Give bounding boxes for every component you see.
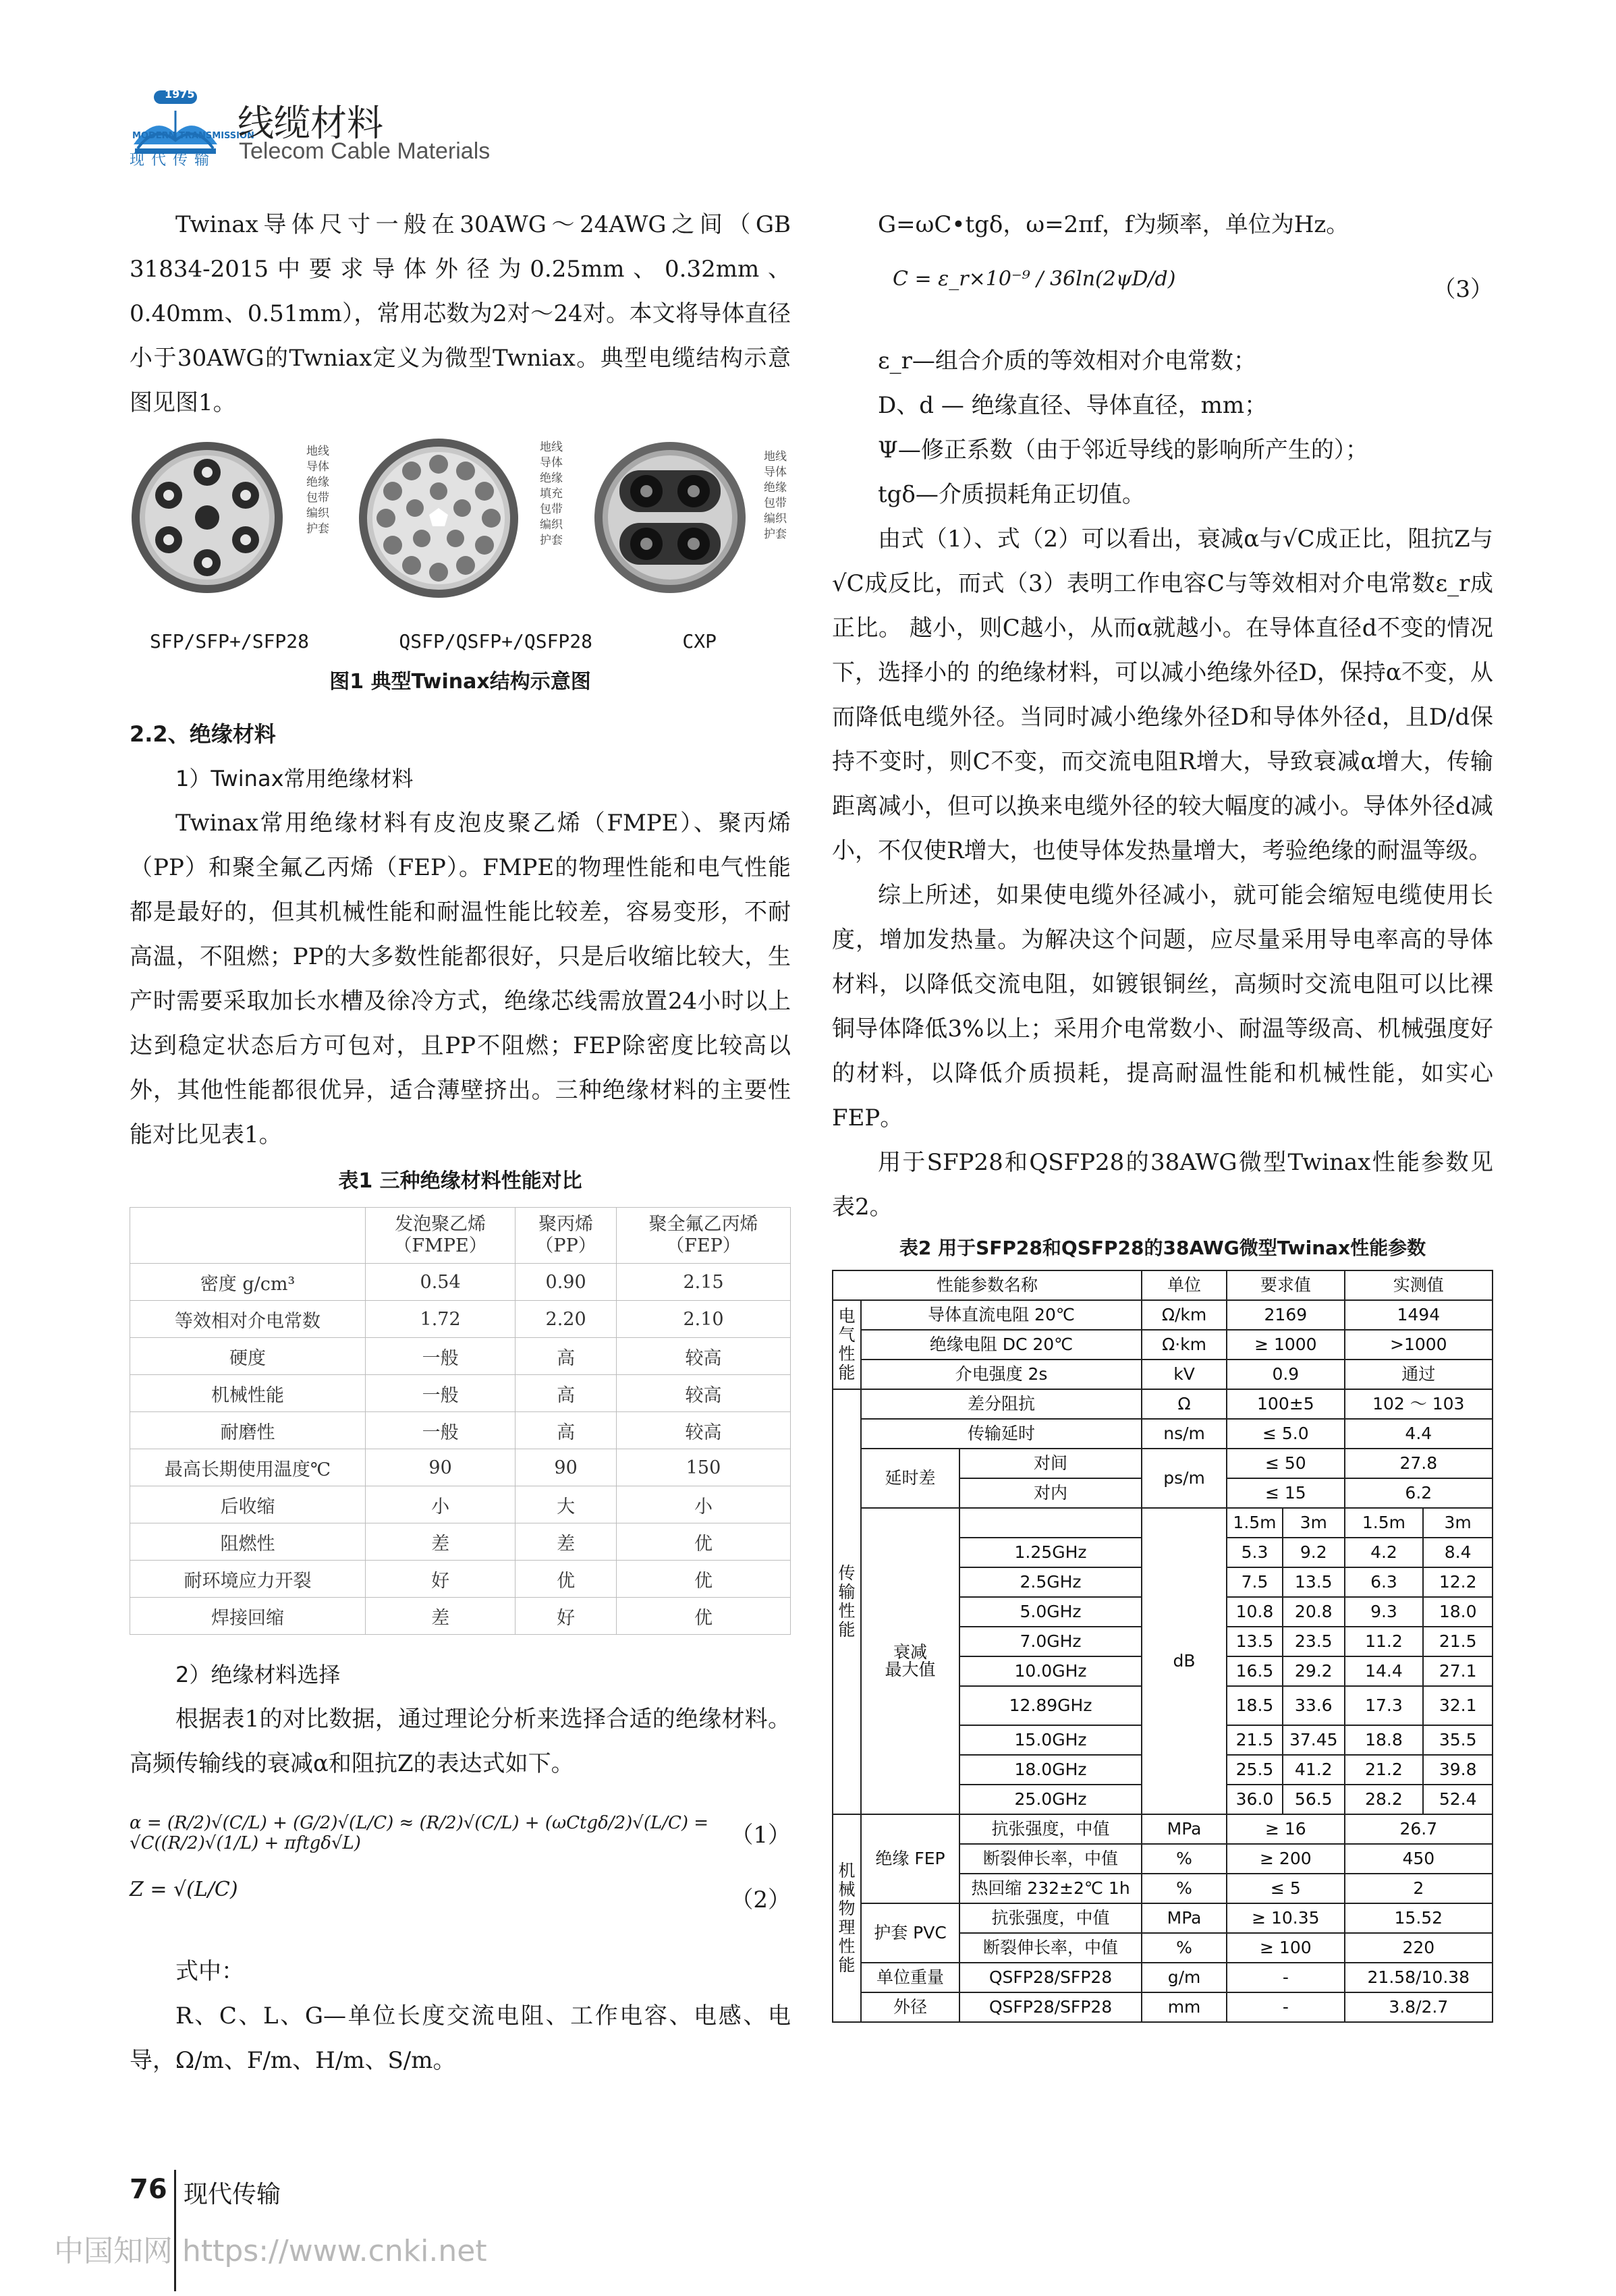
table-cell: 优 xyxy=(617,1598,791,1635)
table-cell: QSFP28/SFP28 xyxy=(959,1992,1142,2022)
figure-1 xyxy=(130,430,791,619)
table-cell: % xyxy=(1142,1844,1227,1874)
table-cell: 2.5GHz xyxy=(959,1567,1142,1597)
table-cell: 37.45 xyxy=(1283,1725,1345,1755)
table-cell: 护套 PVC xyxy=(861,1903,959,1963)
figure-names xyxy=(130,630,791,652)
section-title-cn: 线缆材料 xyxy=(238,102,383,144)
table-row xyxy=(130,1375,791,1412)
table-row xyxy=(833,1419,1493,1449)
table-cell: 220 xyxy=(1345,1933,1493,1963)
table-cell: 7.0GHz xyxy=(959,1627,1142,1656)
table-cell: 较高 xyxy=(617,1375,791,1412)
table-cell: % xyxy=(1142,1933,1227,1963)
table-cell: g/m xyxy=(1142,1963,1227,1992)
table-cell: 硬度 xyxy=(130,1338,366,1375)
equation-2-row xyxy=(130,1878,791,1922)
table-cell: dB xyxy=(1142,1508,1227,1814)
table-cell: 1.72 xyxy=(366,1301,516,1338)
table-cell: 好 xyxy=(366,1561,516,1598)
table-cell: 8.4 xyxy=(1423,1538,1493,1567)
table-cell: 39.8 xyxy=(1423,1755,1493,1785)
table-cell: 一般 xyxy=(366,1338,516,1375)
table-row xyxy=(833,1903,1493,1933)
table-cell: 绝缘 FEP xyxy=(861,1814,959,1903)
figure-labels-a: 地线 导体 绝缘 包带 编织 护套 xyxy=(306,445,329,536)
section-heading: 2.2、绝缘材料 xyxy=(130,721,276,747)
figure-labels-b: 地线 导体 绝缘 填充 包带 编织 护套 xyxy=(540,441,563,547)
table-cell: 一般 xyxy=(366,1375,516,1412)
table-cell: 41.2 xyxy=(1283,1755,1345,1785)
table-row xyxy=(130,1598,791,1635)
table-cell: 14.4 xyxy=(1345,1656,1424,1686)
subsection-heading: 1）Twinax常用绝缘材料 xyxy=(175,766,414,791)
table-cell: 9.2 xyxy=(1283,1538,1345,1567)
paragraph: 用于SFP28和QSFP28的38AWG微型Twinax性能参数见表2。 xyxy=(832,1149,1493,1221)
table-cell: 100±5 xyxy=(1227,1389,1345,1419)
table-cell: 20.8 xyxy=(1283,1597,1345,1627)
table-cell: 差 xyxy=(366,1598,516,1635)
table-cell: 6.3 xyxy=(1345,1567,1424,1597)
table-cell: 25.5 xyxy=(1227,1755,1283,1785)
table-cell: 传输延时 xyxy=(861,1419,1142,1449)
table-cell: 断裂伸长率，中值 xyxy=(959,1933,1142,1963)
table-cell: 单位重量 xyxy=(861,1963,959,1992)
table-cell: mm xyxy=(1142,1992,1227,2022)
table-2 xyxy=(832,1270,1493,2023)
table-cell: 10.8 xyxy=(1227,1597,1283,1627)
table-cell: 0.90 xyxy=(516,1264,617,1301)
table-cell: Ω xyxy=(1142,1389,1227,1419)
table-cell: 21.5 xyxy=(1227,1725,1283,1755)
table-cell: 绝缘电阻 DC 20℃ xyxy=(861,1330,1142,1360)
table-cell: 单位 xyxy=(1142,1270,1227,1300)
table-1-caption: 表1 三种绝缘材料性能对比 xyxy=(338,1169,582,1193)
paragraph: R、C、L、G—单位长度交流电阻、工作电容、电感、电导，Ω/m、F/m、H/m、S/m。 xyxy=(130,2003,791,2074)
table-cell: 13.5 xyxy=(1283,1567,1345,1597)
table-cell: 12.2 xyxy=(1423,1567,1493,1597)
equation-2: Z = √(L/C) xyxy=(130,1878,238,1901)
journal-name: 现代传输 xyxy=(184,2181,281,2208)
table-cell: 等效相对介电常数 xyxy=(130,1301,366,1338)
table-1 xyxy=(130,1207,791,1635)
table-cell: 通过 xyxy=(1345,1360,1493,1389)
table-cell: 28.2 xyxy=(1345,1785,1424,1814)
table-cell: 介电强度 2s xyxy=(861,1360,1142,1389)
table-row xyxy=(833,1508,1493,1538)
table-2-caption: 表2 用于SFP28和QSFP28的38AWG微型Twinax性能参数 xyxy=(899,1237,1426,1259)
table-cell: 阻燃性 xyxy=(130,1523,366,1561)
table-cell: 2 xyxy=(1345,1874,1493,1903)
table-cell: 延时差 xyxy=(861,1449,959,1508)
table-cell: 15.0GHz xyxy=(959,1725,1142,1755)
table-cell: 18.8 xyxy=(1345,1725,1424,1755)
table-row xyxy=(130,1523,791,1561)
table-cell: 35.5 xyxy=(1423,1725,1493,1755)
table-cell: 1.25GHz xyxy=(959,1538,1142,1567)
table-cell: 机械性能 xyxy=(130,1375,366,1412)
table-cell: ≤ 5.0 xyxy=(1227,1419,1345,1449)
table-cell: 衰减 最大值 xyxy=(861,1508,959,1814)
cxp-cable-cross-section xyxy=(592,440,748,595)
table-cell: 9.3 xyxy=(1345,1597,1424,1627)
table-cell: 外径 xyxy=(861,1992,959,2022)
table-cell: 要求值 xyxy=(1227,1270,1345,1300)
table-row xyxy=(833,1992,1493,2022)
table-cell: 聚丙烯 （PP） xyxy=(516,1208,617,1264)
table-cell: 优 xyxy=(617,1523,791,1561)
left-column xyxy=(130,202,791,2083)
table-cell: 18.0 xyxy=(1423,1597,1493,1627)
table-cell: 高 xyxy=(516,1412,617,1449)
table-cell: 抗张强度，中值 xyxy=(959,1814,1142,1844)
table-row xyxy=(833,1270,1493,1300)
paragraph: 式中： xyxy=(175,1958,244,1985)
paragraph: 根据表1的对比数据，通过理论分析来选择合适的绝缘材料。高频传输线的衰减α和阻抗Z的表达式如下。 xyxy=(130,1706,791,1777)
watermark: 中国知网 https://www.cnki.net xyxy=(54,2234,487,2268)
table-cell: 0.54 xyxy=(366,1264,516,1301)
table-cell: 对间 xyxy=(959,1449,1142,1478)
figure-name-c: CXP xyxy=(682,630,717,652)
table-cell: 25.0GHz xyxy=(959,1785,1142,1814)
table-cell: 断裂伸长率，中值 xyxy=(959,1844,1142,1874)
table-cell: 2.20 xyxy=(516,1301,617,1338)
equation-3-number: （3） xyxy=(1432,276,1493,303)
table-cell: 27.1 xyxy=(1423,1656,1493,1686)
equation-1: α = (R/2)√(C/L) + (G/2)√(L/C) ≈ (R/2)√(C/L) + (ωCtgδ/2)√(L/C) = √C((R/2)√(1/L) + πftgδ√L) xyxy=(130,1813,709,1853)
subsection-heading: 2）绝缘材料选择 xyxy=(175,1662,341,1687)
table-cell: ≤ 5 xyxy=(1227,1874,1345,1903)
sfp-cable-cross-section xyxy=(130,440,285,595)
table-row xyxy=(130,1264,791,1301)
table-cell: 18.5 xyxy=(1227,1686,1283,1725)
table-cell: 23.5 xyxy=(1283,1627,1345,1656)
table-cell: 对内 xyxy=(959,1478,1142,1508)
table-cell: 导体直流电阻 20℃ xyxy=(861,1300,1142,1330)
table-cell: 21.2 xyxy=(1345,1755,1424,1785)
table-cell: 21.58/10.38 xyxy=(1345,1963,1493,1992)
table-cell: 电气性能 xyxy=(833,1300,861,1389)
table-cell: 0.9 xyxy=(1227,1360,1345,1389)
logo-chinese: 现代传输 xyxy=(130,152,217,169)
equation-2-number: （2） xyxy=(730,1886,791,1913)
paragraph: Twinax导体尺寸一般在30AWG～24AWG之间（GB 31834-2015中要求导体外径为0.25mm、0.32mm、0.40mm、0.51mm），常用芯数为2对～24对。本文将导体直径小于30AWG的Twniax定义为微型Twniax。典型电缆结构示意图见图1。 xyxy=(130,211,791,416)
table-cell: 耐环境应力开裂 xyxy=(130,1561,366,1598)
table-cell: 高 xyxy=(516,1338,617,1375)
table-row xyxy=(833,1963,1493,1992)
table-cell: 1494 xyxy=(1345,1300,1493,1330)
table-row xyxy=(130,1412,791,1449)
table-cell: 较高 xyxy=(617,1338,791,1375)
table-cell: 150 xyxy=(617,1449,791,1486)
table-cell: 好 xyxy=(516,1598,617,1635)
table-cell: 32.1 xyxy=(1423,1686,1493,1725)
table-cell: 21.5 xyxy=(1423,1627,1493,1656)
table-cell: 17.3 xyxy=(1345,1686,1424,1725)
table-cell: 102 ～ 103 xyxy=(1345,1389,1493,1419)
table-cell: 高 xyxy=(516,1375,617,1412)
table-cell: 耐磨性 xyxy=(130,1412,366,1449)
table-cell: 29.2 xyxy=(1283,1656,1345,1686)
table-cell: 传输性能 xyxy=(833,1389,861,1814)
table-cell: 后收缩 xyxy=(130,1486,366,1523)
table-cell: 3m xyxy=(1423,1508,1493,1538)
table-row xyxy=(833,1449,1493,1478)
paragraph: G=ωC•tgδ，ω=2πf，f为频率，单位为Hz。 xyxy=(878,211,1349,238)
table-cell: 焊接回缩 xyxy=(130,1598,366,1635)
table-cell: QSFP28/SFP28 xyxy=(959,1963,1142,1992)
equation-3: C = ε_r×10⁻⁹ / 36ln(2ψD/d) xyxy=(893,267,1176,291)
table-cell: 12.89GHz xyxy=(959,1686,1142,1725)
table-cell: 90 xyxy=(366,1449,516,1486)
table-cell: ≤ 15 xyxy=(1227,1478,1345,1508)
qsfp-cable-cross-section xyxy=(358,437,520,599)
table-row xyxy=(130,1338,791,1375)
table-row xyxy=(130,1208,791,1264)
table-cell: 大 xyxy=(516,1486,617,1523)
table-cell: ≥ 200 xyxy=(1227,1844,1345,1874)
table-cell: 3.8/2.7 xyxy=(1345,1992,1493,2022)
figure-caption: 图1 典型Twinax结构示意图 xyxy=(329,670,591,694)
table-cell: 1.5m xyxy=(1227,1508,1283,1538)
table-cell: Ω/km xyxy=(1142,1300,1227,1330)
table-cell: 最高长期使用温度℃ xyxy=(130,1449,366,1486)
table-cell: 16.5 xyxy=(1227,1656,1283,1686)
logo-english: MODERN TRANSMISSION xyxy=(132,131,254,141)
table-cell: 26.7 xyxy=(1345,1814,1493,1844)
table-cell: Ω·km xyxy=(1142,1330,1227,1360)
table-cell: 36.0 xyxy=(1227,1785,1283,1814)
table-cell: MPa xyxy=(1142,1903,1227,1933)
paragraph: Twinax常用绝缘材料有皮泡皮聚乙烯（FMPE）、聚丙烯（PP）和聚全氟乙丙烯（FEP）。FMPE的物理性能和电气性能都是最好的，但其机械性能和耐温性能比较差，容易变形，不耐高温，不阻燃；PP的大多数性能都很好，只是后收缩比较大，生产时需要采取加长水槽及徐冷方式，绝缘芯线需放置24小时以上达到稳定状态后方可包对，且PP不阻燃；FEP除密度比较高以外，其他性能都很优异，适合薄壁挤出。三种绝缘材料的主要性能对比见表1。 xyxy=(130,810,791,1148)
table-cell: ≥ 100 xyxy=(1227,1933,1345,1963)
table-cell xyxy=(130,1208,366,1264)
table-cell: MPa xyxy=(1142,1814,1227,1844)
definition: Ψ—修正系数（由于邻近导线的影响所产生的）； xyxy=(878,437,1368,464)
table-cell: - xyxy=(1227,1992,1345,2022)
table-cell: 4.2 xyxy=(1345,1538,1424,1567)
table-cell: - xyxy=(1227,1963,1345,1992)
table-row xyxy=(130,1301,791,1338)
definition: ε_r—组合介质的等效相对介电常数； xyxy=(878,347,1256,374)
figure-name-b: QSFP/QSFP+/QSFP28 xyxy=(399,630,592,652)
table-cell: >1000 xyxy=(1345,1330,1493,1360)
table-cell: 2169 xyxy=(1227,1300,1345,1330)
table-cell: 13.5 xyxy=(1227,1627,1283,1656)
table-cell: 1.5m xyxy=(1345,1508,1424,1538)
table-cell: 7.5 xyxy=(1227,1567,1283,1597)
table-cell: 机械物理性能 xyxy=(833,1814,861,2022)
table-cell: ps/m xyxy=(1142,1449,1227,1508)
table-cell: 较高 xyxy=(617,1412,791,1449)
table-cell: 一般 xyxy=(366,1412,516,1449)
table-cell: ≥ 1000 xyxy=(1227,1330,1345,1360)
table-cell: 差 xyxy=(366,1523,516,1561)
table-cell: 2.10 xyxy=(617,1301,791,1338)
table-row xyxy=(130,1449,791,1486)
table-cell: 15.52 xyxy=(1345,1903,1493,1933)
section-title-en: Telecom Cable Materials xyxy=(239,138,491,164)
page-number: 76 xyxy=(130,2174,167,2205)
table-cell: 90 xyxy=(516,1449,617,1486)
equation-3-row xyxy=(832,267,1493,312)
table-cell xyxy=(959,1508,1142,1538)
table-cell: kV xyxy=(1142,1360,1227,1389)
table-row xyxy=(833,1300,1493,1330)
table-cell: ≥ 16 xyxy=(1227,1814,1345,1844)
table-cell: 11.2 xyxy=(1345,1627,1424,1656)
table-row xyxy=(833,1389,1493,1419)
table-cell: 450 xyxy=(1345,1844,1493,1874)
equation-1-number: （1） xyxy=(730,1822,791,1849)
table-cell: 33.6 xyxy=(1283,1686,1345,1725)
table-row xyxy=(833,1330,1493,1360)
table-cell: 密度 g/cm³ xyxy=(130,1264,366,1301)
table-cell: 优 xyxy=(516,1561,617,1598)
table-cell: 小 xyxy=(617,1486,791,1523)
table-cell: 性能参数名称 xyxy=(833,1270,1142,1300)
table-row xyxy=(130,1486,791,1523)
table-cell: 5.3 xyxy=(1227,1538,1283,1567)
table-cell: 52.4 xyxy=(1423,1785,1493,1814)
table-cell: 10.0GHz xyxy=(959,1656,1142,1686)
table-cell: ≤ 50 xyxy=(1227,1449,1345,1478)
table-cell: ns/m xyxy=(1142,1419,1227,1449)
table-cell: 3m xyxy=(1283,1508,1345,1538)
figure-name-a: SFP/SFP+/SFP28 xyxy=(150,630,310,652)
table-row xyxy=(833,1814,1493,1844)
table-cell: 4.4 xyxy=(1345,1419,1493,1449)
table-cell: 发泡聚乙烯 （FMPE） xyxy=(366,1208,516,1264)
table-cell: % xyxy=(1142,1874,1227,1903)
table-cell: 抗张强度，中值 xyxy=(959,1903,1142,1933)
table-cell: 小 xyxy=(366,1486,516,1523)
right-column xyxy=(832,202,1493,2023)
table-cell: 聚全氟乙丙烯 （FEP） xyxy=(617,1208,791,1264)
table-cell: ≥ 10.35 xyxy=(1227,1903,1345,1933)
table-cell: 热回缩 232±2℃ 1h xyxy=(959,1874,1142,1903)
table-cell: 2.15 xyxy=(617,1264,791,1301)
table-cell: 18.0GHz xyxy=(959,1755,1142,1785)
figure-labels-c: 地线 导体 绝缘 包带 编织 护套 xyxy=(764,450,787,541)
table-row xyxy=(833,1360,1493,1389)
table-cell: 差分阻抗 xyxy=(861,1389,1142,1419)
logo-year: 1975 xyxy=(165,88,195,101)
table-cell: 27.8 xyxy=(1345,1449,1493,1478)
table-row xyxy=(130,1561,791,1598)
paragraph: 综上所述，如果使电缆外径减小，就可能会缩短电缆使用长度，增加发热量。为解决这个问题，应尽量采用导电率高的导体材料，以降低交流电阻，如镀银铜丝，高频时交流电阻可以比裸铜导体降低3%以上；采用介电常数小、耐温等级高、机械强度好的材料，以降低介质损耗，提高耐温性能和机械性能，如实心FEP。 xyxy=(832,882,1493,1131)
table-cell: 5.0GHz xyxy=(959,1597,1142,1627)
definition: D、d — 绝缘直径、导体直径，mm； xyxy=(878,392,1268,419)
table-cell: 实测值 xyxy=(1345,1270,1493,1300)
paragraph: 由式（1）、式（2）可以看出，衰减α与√C成正比，阻抗Z与√C成反比，而式（3）表明工作电容C与等效相对介电常数ε_r成正比。 越小，则C越小，从而α就越小。在导体直径d不变的情况下，选择小的 的绝缘材料，可以减小绝缘外径D，保持α不变，从而降低电缆外径。当同时减小绝缘外径D和导体外径d，且D/d保持不变时，则C不变，而交流电阻R增大，导致衰减α增大，传输距离减小，但可以换来电缆外径的较大幅度的减小。导体外径d减小，不仅使R增大，也使导体发热量增大，考验绝缘的耐温等级。 xyxy=(832,526,1493,864)
table-cell: 差 xyxy=(516,1523,617,1561)
table-cell: 优 xyxy=(617,1561,791,1598)
table-cell: 56.5 xyxy=(1283,1785,1345,1814)
equation-1-row xyxy=(130,1813,791,1857)
definition: tgδ—介质损耗角正切值。 xyxy=(878,481,1145,508)
table-cell: 6.2 xyxy=(1345,1478,1493,1508)
